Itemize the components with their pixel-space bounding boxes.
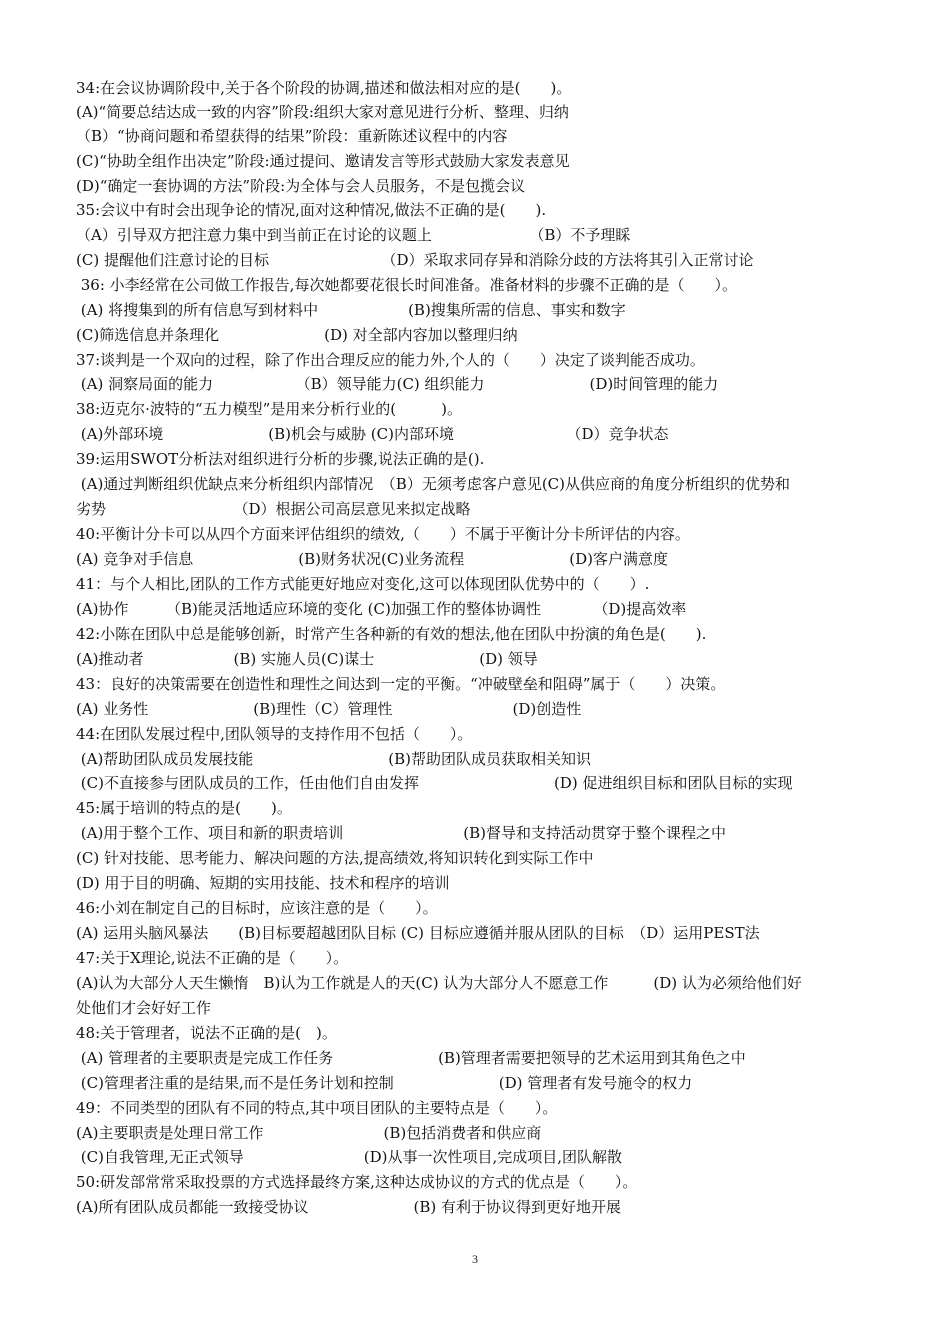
text-line: 38:迈克尔·波特的“五力模型”是用来分析行业的( )。 [76,400,462,418]
text-line: (C)自我管理,无正式领导 (D)从事一次性项目,完成项目,团队解散 [76,1148,622,1166]
text-line: 49：不同类型的团队有不同的特点,其中项目团队的主要特点是（ ）。 [76,1099,558,1117]
text-line: 34:在会议协调阶段中,关于各个阶段的协调,描述和做法相对应的是( )。 [76,79,572,97]
text-line: 37:谈判是一个双向的过程，除了作出合理反应的能力外,个人的（ ）决定了谈判能否成功。 [76,351,705,369]
text-line: 48:关于管理者，说法不正确的是( )。 [76,1024,337,1042]
text-line: (A)“简要总结达成一致的内容”阶段:组织大家对意见进行分析、整理、归纳 [76,103,569,121]
text-line: 39:运用SWOT分析法对组织进行分析的步骤,说法正确的是(). [76,450,485,468]
text-line: 46:小刘在制定自己的目标时，应该注意的是（ ）。 [76,899,438,917]
text-line: (A) 运用头脑风暴法 (B)目标要超越团队目标 (C) 目标应遵循并服从团队的目标 （D）运用PEST法 [76,924,760,942]
text-line: 36: 小李经常在公司做工作报告,每次她都要花很长时间准备。准备材料的步骤不正确的是（ ）。 [76,276,737,294]
text-line: （A）引导双方把注意力集中到当前正在讨论的议题上 （B）不予理睬 [76,226,631,244]
text-line: (C)管理者注重的是结果,而不是任务计划和控制 (D) 管理者有发号施令的权力 [76,1074,693,1092]
text-line: 41：与个人相比,团队的工作方式能更好地应对变化,这可以体现团队优势中的（ ）. [76,575,650,593]
text-line: (A)外部环境 (B)机会与威胁 (C)内部环境 （D）竞争状态 [76,425,669,443]
text-line: (A) 洞察局面的能力 （B）领导能力(C) 组织能力 (D)时间管理的能力 [76,375,719,393]
text-line: 42:小陈在团队中总是能够创新，时常产生各种新的有效的想法,他在团队中扮演的角色是( ). [76,625,707,643]
text-line: (A)主要职责是处理日常工作 (B)包括消费者和供应商 [76,1124,542,1142]
text-line: 处他们才会好好工作 [76,999,212,1017]
text-line: (D) 用于目的明确、短期的实用技能、技术和程序的培训 [76,874,450,892]
text-line: (C)“协助全组作出决定”阶段:通过提问、邀请发言等形式鼓励大家发表意见 [76,152,570,170]
text-line: (A)认为大部分人天生懒惰 B)认为工作就是人的天(C) 认为大部分人不愿意工作 (D) 认为必须给他们好 [76,974,802,992]
text-line: 40:平衡计分卡可以从四个方面来评估组织的绩效,（ ）不属于平衡计分卡所评估的内容。 [76,525,690,543]
text-line: (A) 管理者的主要职责是完成工作任务 (B)管理者需要把领导的艺术运用到其角色之中 [76,1049,746,1067]
text-line: 劣势 （D）根据公司高层意见来拟定战略 [76,500,471,518]
text-line: (A) 业务性 (B)理性（C）管理性 (D)创造性 [76,700,582,718]
text-line: 43：良好的决策需要在创造性和理性之间达到一定的平衡。“冲破壁垒和阻碍”属于（ ）决策。 [76,675,726,693]
text-line: （B）“协商问题和希望获得的结果”阶段：重新陈述议程中的内容 [76,127,508,145]
text-line: (D)“确定一套协调的方法”阶段:为全体与会人员服务，不是包揽会议 [76,177,526,195]
text-line: (C) 提醒他们注意讨论的目标 （D）采取求同存异和消除分歧的方法将其引入正常讨论 [76,251,754,269]
text-line: (A)通过判断组织优缺点来分析组织内部情况 （B）无须考虑客户意见(C)从供应商的角度分析组织的优势和 [76,475,791,493]
text-line: (A) 将搜集到的所有信息写到材料中 (B)搜集所需的信息、事实和数字 [76,301,626,319]
text-line: 45:属于培训的特点的是( )。 [76,799,292,817]
text-line: (C) 针对技能、思考能力、解决问题的方法,提高绩效,将知识转化到实际工作中 [76,849,594,867]
text-line: 47:关于X理论,说法不正确的是（ ）。 [76,949,349,967]
text-line: (A)协作 （B)能灵活地适应环境的变化 (C)加强工作的整体协调性 （D)提高效率 [76,600,687,618]
text-line: (C)筛选信息并条理化 (D) 对全部内容加以整理归纳 [76,326,518,344]
text-line: 50:研发部常常采取投票的方式选择最终方案,这种达成协议的方式的优点是（ ）。 [76,1173,638,1191]
text-line: (A)推动者 (B) 实施人员(C)谋士 (D) 领导 [76,650,538,668]
text-line: (A) 竞争对手信息 (B)财务状况(C)业务流程 (D)客户满意度 [76,550,668,568]
text-line: 44:在团队发展过程中,团队领导的支持作用不包括（ ）。 [76,725,473,743]
text-line: (A)所有团队成员都能一致接受协议 (B) 有利于协议得到更好地开展 [76,1198,622,1216]
page-number: 3 [472,1252,478,1266]
text-line: (A)帮助团队成员发展技能 (B)帮助团队成员获取相关知识 [76,750,592,768]
text-line: 35:会议中有时会出现争论的情况,面对这种情况,做法不正确的是( ). [76,201,547,219]
text-line: (A)用于整个工作、项目和新的职责培训 (B)督导和支持活动贯穿于整个课程之中 [76,824,727,842]
text-line: (C)不直接参与团队成员的工作，任由他们自由发挥 (D) 促进组织目标和团队目标的实现 [76,774,793,792]
